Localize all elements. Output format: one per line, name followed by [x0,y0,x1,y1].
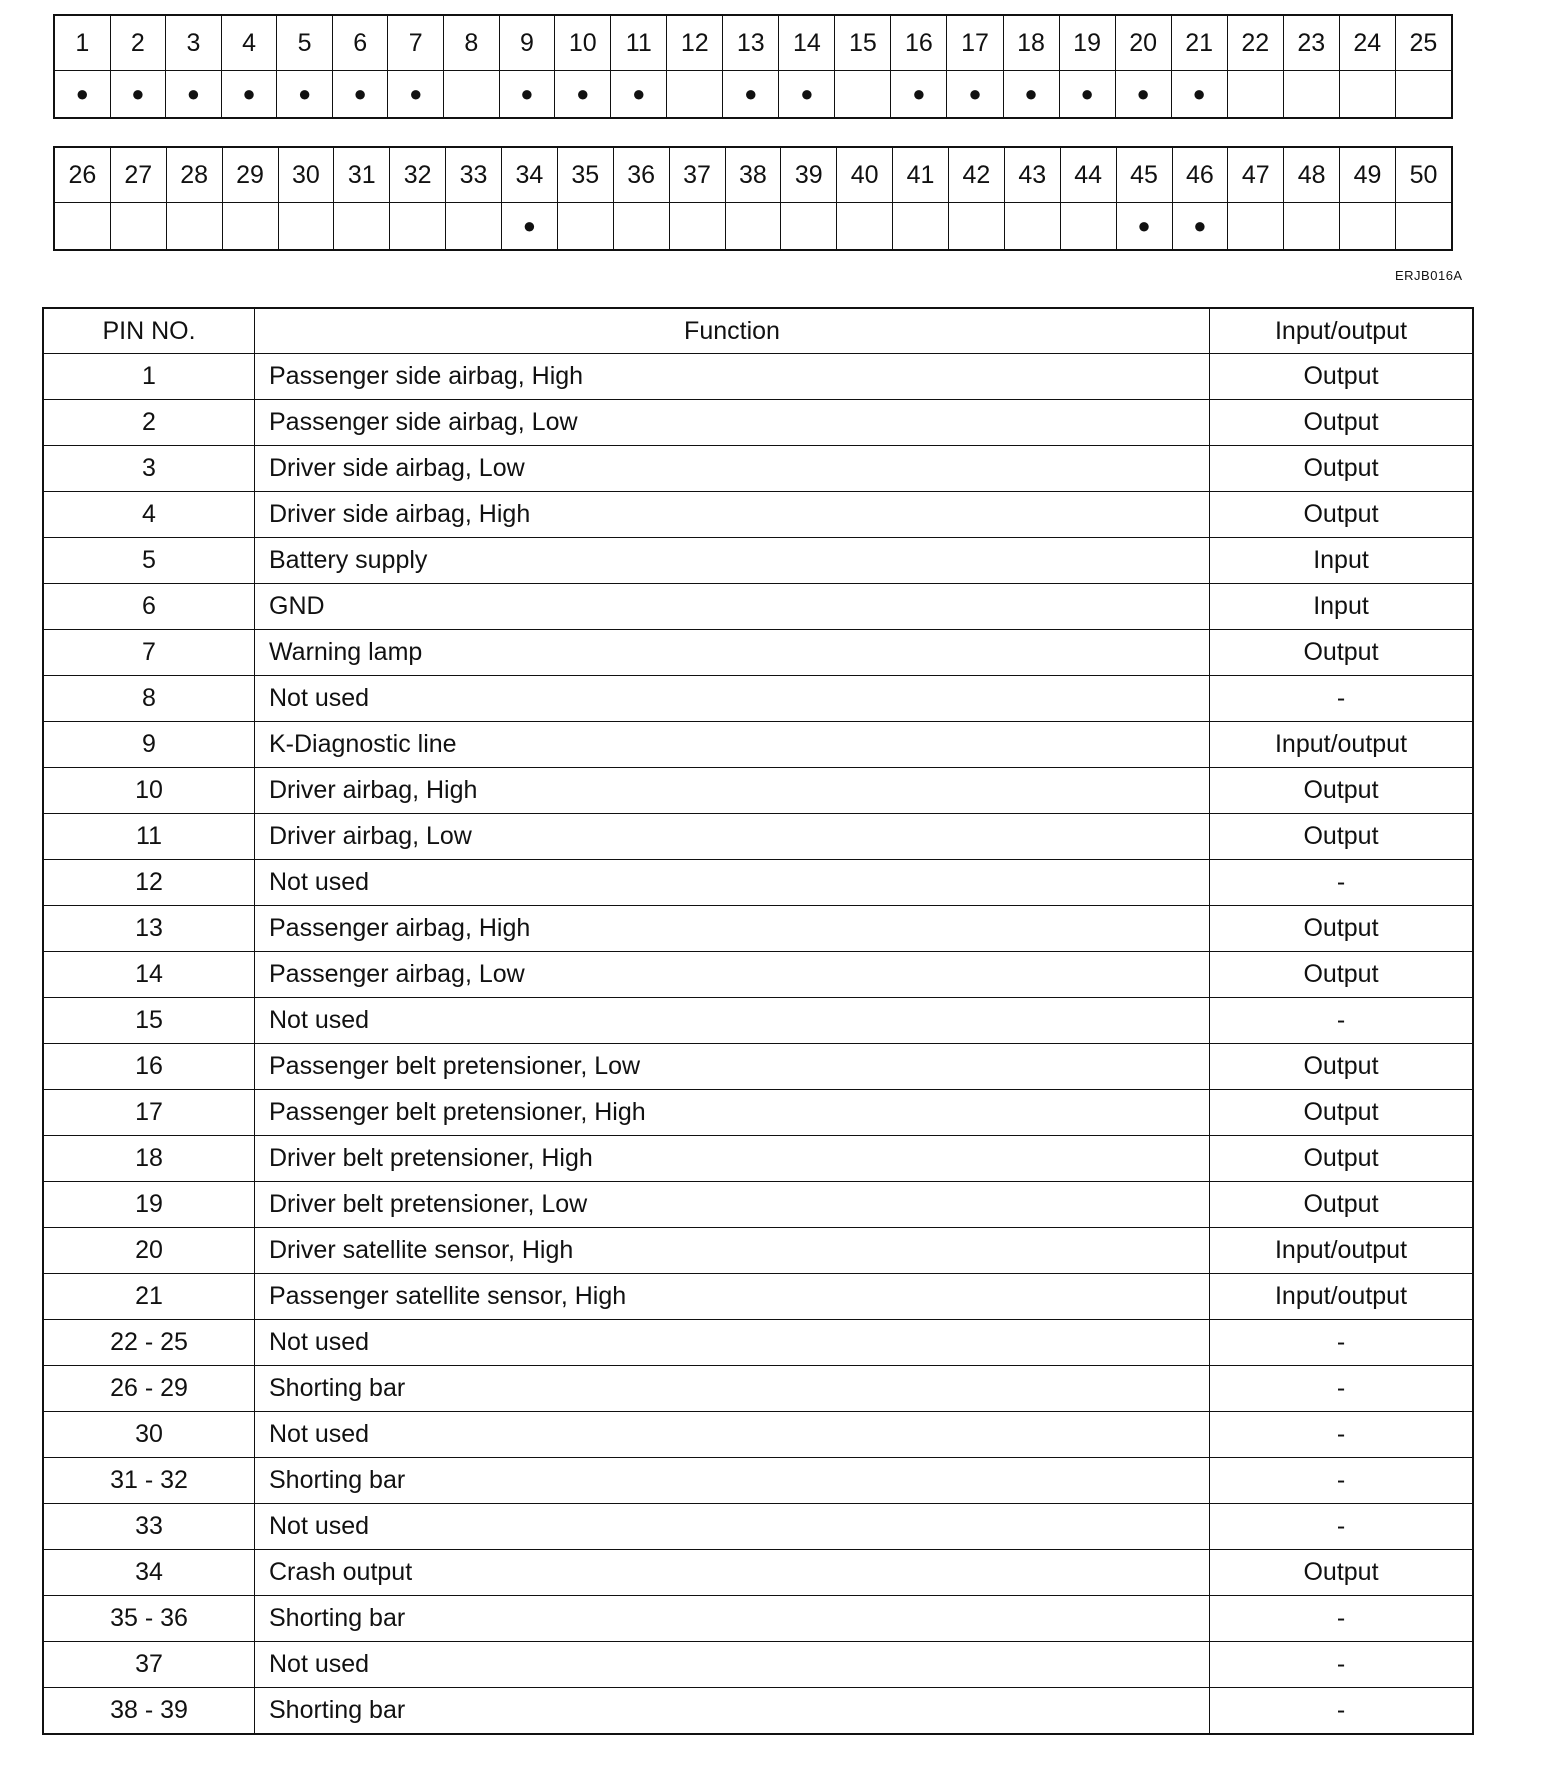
input-output-cell: Output [1210,1550,1474,1596]
input-output-cell: - [1210,1504,1474,1550]
pin-no-cell: 12 [43,860,255,906]
table-row [43,1366,1473,1412]
pin-mark-cell [1339,71,1395,119]
pin-number-cell: 39 [781,147,837,203]
table-row [43,1596,1473,1642]
connector-bottom-row [53,146,1453,251]
function-cell: Not used [255,860,1210,906]
pin-number-cell: 7 [388,15,444,71]
header-pin-no: PIN NO. [43,308,255,354]
pin-number-cell: 14 [779,15,835,71]
input-output-cell: Output [1210,1182,1474,1228]
table-row [43,446,1473,492]
pin-number-cell: 31 [334,147,390,203]
input-output-cell: Output [1210,1090,1474,1136]
input-output-cell: - [1210,1458,1474,1504]
pin-number-cell: 33 [446,147,502,203]
pin-mark-cell: ● [54,71,110,119]
pin-mark-cell: ● [947,71,1003,119]
pin-mark-cell [557,203,613,251]
connector-bottom-pin-marks [54,203,1452,251]
function-cell: Passenger belt pretensioner, Low [255,1044,1210,1090]
pin-number-cell: 23 [1283,15,1339,71]
pin-number-cell: 24 [1339,15,1395,71]
table-row [43,768,1473,814]
pin-mark-cell [893,203,949,251]
table-row [43,722,1473,768]
input-output-cell: - [1210,676,1474,722]
table-row [43,1688,1473,1735]
pin-no-cell: 11 [43,814,255,860]
pin-number-cell: 4 [221,15,277,71]
pin-number-cell: 38 [725,147,781,203]
pin-number-cell: 1 [54,15,110,71]
pin-mark-cell: ● [277,71,333,119]
table-row [43,354,1473,400]
pin-number-cell: 37 [669,147,725,203]
pin-no-cell: 30 [43,1412,255,1458]
pin-mark-cell [390,203,446,251]
pin-number-cell: 19 [1059,15,1115,71]
pin-no-cell: 13 [43,906,255,952]
pin-mark-cell: ● [499,71,555,119]
connector-top-row [53,14,1453,119]
pin-mark-cell: ● [555,71,611,119]
pin-mark-cell: ● [779,71,835,119]
pin-number-cell: 5 [277,15,333,71]
pin-mark-cell [110,203,166,251]
table-header-row [43,308,1473,354]
function-cell: Passenger belt pretensioner, High [255,1090,1210,1136]
pin-mark-cell [669,203,725,251]
pin-no-cell: 15 [43,998,255,1044]
function-cell: Passenger airbag, Low [255,952,1210,998]
function-cell: Driver side airbag, Low [255,446,1210,492]
pin-no-cell: 26 - 29 [43,1366,255,1412]
pin-mark-cell: ● [110,71,166,119]
pin-number-cell: 3 [166,15,222,71]
pin-no-cell: 35 - 36 [43,1596,255,1642]
pin-number-cell: 20 [1115,15,1171,71]
input-output-cell: Input/output [1210,722,1474,768]
input-output-cell: Output [1210,768,1474,814]
connector-top-pin-marks [54,71,1452,119]
table-row [43,630,1473,676]
input-output-cell: Output [1210,492,1474,538]
table-row [43,1182,1473,1228]
pin-number-cell: 34 [502,147,558,203]
function-cell: Shorting bar [255,1596,1210,1642]
function-cell: Shorting bar [255,1688,1210,1735]
pin-no-cell: 14 [43,952,255,998]
pin-no-cell: 38 - 39 [43,1688,255,1735]
pin-mark-cell [667,71,723,119]
pin-no-cell: 3 [43,446,255,492]
input-output-cell: - [1210,1366,1474,1412]
pin-no-cell: 33 [43,1504,255,1550]
table-row [43,1412,1473,1458]
pin-mark-cell [1228,203,1284,251]
function-cell: Not used [255,1504,1210,1550]
function-cell: Not used [255,1642,1210,1688]
pin-number-cell: 40 [837,147,893,203]
table-row [43,400,1473,446]
pin-mark-cell [781,203,837,251]
table-row [43,1550,1473,1596]
pin-no-cell: 19 [43,1182,255,1228]
pin-number-cell: 17 [947,15,1003,71]
pin-mark-cell [446,203,502,251]
input-output-cell: - [1210,860,1474,906]
input-output-cell: Input [1210,584,1474,630]
pin-no-cell: 37 [43,1642,255,1688]
function-cell: Passenger side airbag, High [255,354,1210,400]
table-row [43,906,1473,952]
input-output-cell: Input/output [1210,1274,1474,1320]
pin-number-cell: 44 [1060,147,1116,203]
function-cell: Shorting bar [255,1366,1210,1412]
pin-number-cell: 11 [611,15,667,71]
figure-code: ERJB016A [1395,268,1463,283]
input-output-cell: - [1210,998,1474,1044]
function-cell: Not used [255,1412,1210,1458]
function-cell: Driver satellite sensor, High [255,1228,1210,1274]
pin-mark-cell: ● [332,71,388,119]
pin-mark-cell: ● [1003,71,1059,119]
pin-number-cell: 6 [332,15,388,71]
pin-number-cell: 2 [110,15,166,71]
pin-number-cell: 26 [54,147,110,203]
pin-no-cell: 7 [43,630,255,676]
pin-mark-cell [1340,203,1396,251]
table-row [43,1642,1473,1688]
pin-mark-cell: ● [221,71,277,119]
pin-mark-cell: ● [1115,71,1171,119]
connector-top-pin-numbers [54,15,1452,71]
pin-number-cell: 42 [949,147,1005,203]
pin-no-cell: 10 [43,768,255,814]
pin-number-cell: 27 [110,147,166,203]
table-row [43,860,1473,906]
table-row [43,952,1473,998]
input-output-cell: - [1210,1642,1474,1688]
function-cell: Driver belt pretensioner, Low [255,1182,1210,1228]
function-cell: GND [255,584,1210,630]
pin-number-cell: 22 [1227,15,1283,71]
pin-no-cell: 20 [43,1228,255,1274]
pin-number-cell: 48 [1284,147,1340,203]
pin-no-cell: 31 - 32 [43,1458,255,1504]
pin-number-cell: 13 [723,15,779,71]
pin-mark-cell [1396,203,1453,251]
pin-mark-cell: ● [723,71,779,119]
function-cell: Passenger side airbag, Low [255,400,1210,446]
function-cell: Driver belt pretensioner, High [255,1136,1210,1182]
function-cell: Passenger satellite sensor, High [255,1274,1210,1320]
pin-mark-cell [1284,203,1340,251]
pin-mark-cell: ● [502,203,558,251]
pin-mark-cell [835,71,891,119]
pin-mark-cell: ● [1059,71,1115,119]
header-function: Function [255,308,1210,354]
input-output-cell: - [1210,1596,1474,1642]
pin-mark-cell [278,203,334,251]
function-cell: Not used [255,998,1210,1044]
table-row [43,1274,1473,1320]
function-cell: Not used [255,1320,1210,1366]
function-cell: Not used [255,676,1210,722]
header-input-output: Input/output [1210,308,1474,354]
function-cell: Driver airbag, High [255,768,1210,814]
pin-no-cell: 5 [43,538,255,584]
pin-mark-cell [1004,203,1060,251]
pin-mark-cell [949,203,1005,251]
function-cell: K-Diagnostic line [255,722,1210,768]
pin-mark-cell: ● [611,71,667,119]
pin-no-cell: 9 [43,722,255,768]
input-output-cell: Output [1210,400,1474,446]
input-output-cell: Input/output [1210,1228,1474,1274]
pin-number-cell: 29 [222,147,278,203]
pin-number-cell: 12 [667,15,723,71]
function-cell: Crash output [255,1550,1210,1596]
pin-table-body [43,354,1473,1735]
pin-number-cell: 35 [557,147,613,203]
input-output-cell: - [1210,1412,1474,1458]
pin-number-cell: 49 [1340,147,1396,203]
pin-no-cell: 8 [43,676,255,722]
table-row [43,1320,1473,1366]
function-cell: Driver side airbag, High [255,492,1210,538]
table-row [43,998,1473,1044]
pin-mark-cell: ● [1172,203,1228,251]
pin-no-cell: 2 [43,400,255,446]
pin-number-cell: 28 [166,147,222,203]
function-cell: Shorting bar [255,1458,1210,1504]
pin-function-table [42,307,1474,1735]
input-output-cell: - [1210,1688,1474,1735]
input-output-cell: Output [1210,630,1474,676]
pin-number-cell: 36 [613,147,669,203]
pin-number-cell: 25 [1395,15,1452,71]
pin-mark-cell: ● [1116,203,1172,251]
pin-number-cell: 18 [1003,15,1059,71]
table-row [43,584,1473,630]
pin-mark-cell [725,203,781,251]
pin-mark-cell [613,203,669,251]
pin-number-cell: 8 [444,15,500,71]
pin-number-cell: 10 [555,15,611,71]
pin-mark-cell [1060,203,1116,251]
pin-number-cell: 41 [893,147,949,203]
input-output-cell: Output [1210,952,1474,998]
pin-no-cell: 16 [43,1044,255,1090]
pin-mark-cell [334,203,390,251]
pin-mark-cell [1283,71,1339,119]
pin-mark-cell [54,203,110,251]
pin-no-cell: 17 [43,1090,255,1136]
pin-number-cell: 32 [390,147,446,203]
table-row [43,676,1473,722]
table-row [43,538,1473,584]
pin-number-cell: 50 [1396,147,1453,203]
table-row [43,1044,1473,1090]
pin-number-cell: 30 [278,147,334,203]
input-output-cell: Output [1210,1044,1474,1090]
table-row [43,1136,1473,1182]
pin-no-cell: 6 [43,584,255,630]
pin-mark-cell [444,71,500,119]
connector-bottom-pin-numbers [54,147,1452,203]
table-row [43,1504,1473,1550]
function-cell: Driver airbag, Low [255,814,1210,860]
input-output-cell: Output [1210,354,1474,400]
pin-number-cell: 45 [1116,147,1172,203]
pin-no-cell: 1 [43,354,255,400]
function-cell: Battery supply [255,538,1210,584]
pin-mark-cell: ● [388,71,444,119]
pin-number-cell: 21 [1171,15,1227,71]
table-row [43,1458,1473,1504]
function-cell: Warning lamp [255,630,1210,676]
pin-number-cell: 47 [1228,147,1284,203]
pin-number-cell: 15 [835,15,891,71]
pin-mark-cell [1395,71,1452,119]
pin-mark-cell [1227,71,1283,119]
pin-no-cell: 22 - 25 [43,1320,255,1366]
function-cell: Passenger airbag, High [255,906,1210,952]
pin-mark-cell [166,203,222,251]
pin-mark-cell [837,203,893,251]
pin-number-cell: 16 [891,15,947,71]
input-output-cell: - [1210,1320,1474,1366]
pin-no-cell: 18 [43,1136,255,1182]
table-row [43,1090,1473,1136]
pin-mark-cell: ● [891,71,947,119]
pin-mark-cell [222,203,278,251]
pin-mark-cell: ● [1171,71,1227,119]
pin-no-cell: 4 [43,492,255,538]
pin-number-cell: 46 [1172,147,1228,203]
table-row [43,1228,1473,1274]
pin-no-cell: 21 [43,1274,255,1320]
table-row [43,814,1473,860]
input-output-cell: Output [1210,446,1474,492]
pin-number-cell: 9 [499,15,555,71]
input-output-cell: Input [1210,538,1474,584]
pin-no-cell: 34 [43,1550,255,1596]
table-row [43,492,1473,538]
pin-mark-cell: ● [166,71,222,119]
input-output-cell: Output [1210,1136,1474,1182]
pin-number-cell: 43 [1004,147,1060,203]
input-output-cell: Output [1210,906,1474,952]
input-output-cell: Output [1210,814,1474,860]
